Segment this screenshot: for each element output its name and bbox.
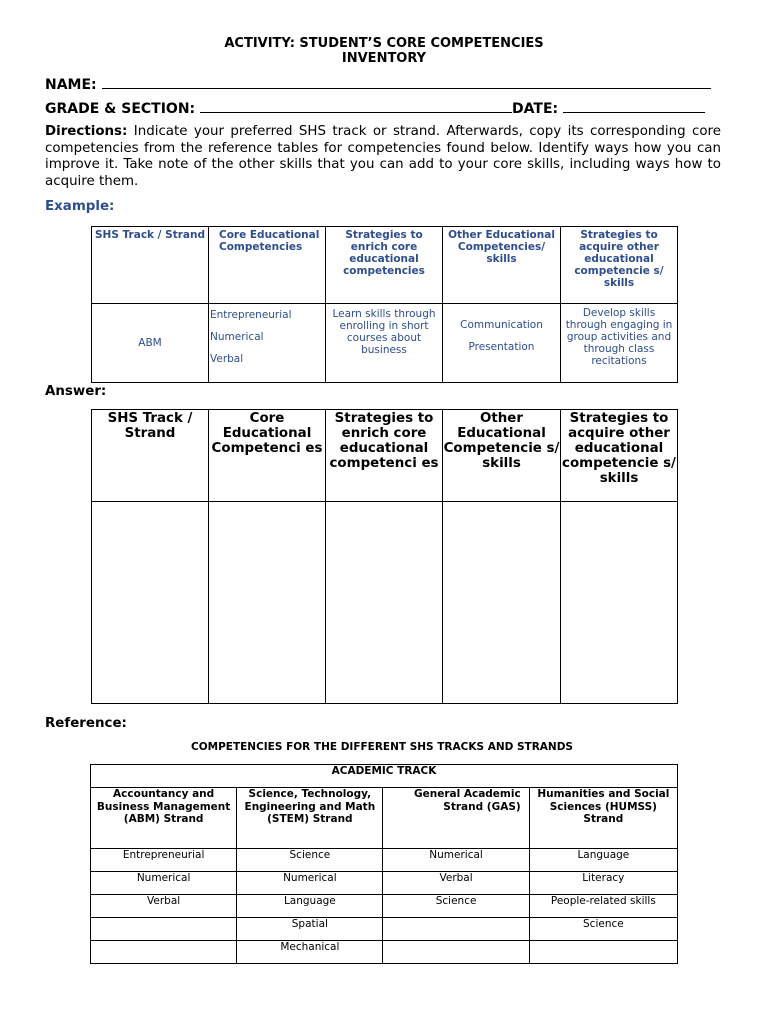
table-cell: Science bbox=[383, 895, 529, 918]
example-track: ABM bbox=[92, 304, 209, 383]
answer-cell-acquire[interactable] bbox=[561, 502, 678, 704]
reference-header-humss: Humanities and Social Sciences (HUMSS) Strand bbox=[529, 788, 677, 849]
table-cell: Verbal bbox=[383, 872, 529, 895]
answer-cell-track[interactable] bbox=[92, 502, 209, 704]
table-cell: Spatial bbox=[237, 918, 383, 941]
example-other-item: Presentation bbox=[468, 341, 535, 353]
reference-header-abm: Accountancy and Business Management (ABM) Strand bbox=[91, 788, 237, 849]
example-core-item: Numerical bbox=[210, 331, 264, 343]
answer-row bbox=[92, 502, 678, 704]
example-acquire: Develop skills through engaging in group activities and through class recitations bbox=[561, 304, 678, 383]
reference-table bbox=[90, 764, 678, 964]
directions bbox=[45, 124, 721, 190]
table-row bbox=[91, 918, 678, 941]
page-title: ACTIVITY: STUDENT’S CORE COMPETENCIES bbox=[224, 36, 544, 51]
table-cell bbox=[529, 941, 677, 964]
name-label: NAME: bbox=[45, 77, 97, 93]
table-cell: Science bbox=[237, 849, 383, 872]
table-cell: People-related skills bbox=[529, 895, 677, 918]
reference-table-title: COMPETENCIES FOR THE DIFFERENT SHS TRACKS AND STRANDS bbox=[191, 741, 573, 753]
table-cell: Numerical bbox=[237, 872, 383, 895]
table-cell bbox=[91, 941, 237, 964]
table-cell: Numerical bbox=[91, 872, 237, 895]
table-row bbox=[91, 849, 678, 872]
date-label: DATE: bbox=[512, 101, 559, 117]
reference-header-gas: General Academic Strand (GAS) bbox=[383, 788, 529, 849]
answer-label: Answer: bbox=[45, 384, 107, 399]
table-cell: Entrepreneurial bbox=[91, 849, 237, 872]
example-header-row bbox=[92, 227, 678, 304]
name-blank[interactable] bbox=[102, 76, 711, 89]
table-row bbox=[91, 872, 678, 895]
example-other bbox=[443, 304, 561, 383]
answer-cell-core[interactable] bbox=[209, 502, 326, 704]
grade-section-label: GRADE & SECTION: bbox=[45, 101, 196, 117]
grade-section-blank[interactable] bbox=[200, 100, 512, 113]
date-blank[interactable] bbox=[563, 100, 705, 113]
table-row bbox=[91, 895, 678, 918]
table-cell: Language bbox=[529, 849, 677, 872]
answer-header-track: SHS Track / Strand bbox=[92, 410, 209, 502]
directions-label: Directions: bbox=[45, 124, 128, 139]
example-row bbox=[92, 304, 678, 383]
answer-header-acquire: Strategies to acquire other educational competencie s/ skills bbox=[561, 410, 678, 502]
example-header-strategies: Strategies to enrich core educational competencies bbox=[326, 227, 443, 304]
example-core-item: Verbal bbox=[210, 353, 244, 365]
example-table bbox=[91, 226, 678, 383]
answer-header-row bbox=[92, 410, 678, 502]
table-cell: Science bbox=[529, 918, 677, 941]
table-cell bbox=[383, 918, 529, 941]
example-header-core: Core Educational Competencies bbox=[209, 227, 326, 304]
name-field bbox=[45, 76, 711, 93]
example-header-track: SHS Track / Strand bbox=[92, 227, 209, 304]
page-title-line2: INVENTORY bbox=[341, 51, 427, 66]
reference-header-stem: Science, Technology, Engineering and Math (STEM) Strand bbox=[237, 788, 383, 849]
answer-header-strategies: Strategies to enrich core educational competenci es bbox=[326, 410, 443, 502]
answer-header-other: Other Educational Competencie s/ skills bbox=[443, 410, 561, 502]
example-header-other: Other Educational Competencies/ skills bbox=[443, 227, 561, 304]
table-cell: Numerical bbox=[383, 849, 529, 872]
table-cell bbox=[383, 941, 529, 964]
table-cell: Language bbox=[237, 895, 383, 918]
table-cell bbox=[91, 918, 237, 941]
example-other-item: Communication bbox=[460, 319, 543, 331]
reference-track-row bbox=[91, 765, 678, 788]
example-core-item: Entrepreneurial bbox=[210, 309, 292, 321]
example-label: Example: bbox=[45, 199, 115, 214]
grade-section-field bbox=[45, 100, 705, 117]
example-core bbox=[209, 304, 326, 383]
reference-label: Reference: bbox=[45, 716, 127, 731]
table-cell: Literacy bbox=[529, 872, 677, 895]
answer-header-core: Core Educational Competenci es bbox=[209, 410, 326, 502]
directions-text: Indicate your preferred SHS track or strand. Afterwards, copy its corresponding core competencies from the reference tables for competencies found below. Identify ways how you can improve it. Take note of the other skills that you can add to your core skills, including ways how to acquire them. bbox=[45, 124, 721, 189]
answer-table bbox=[91, 409, 678, 704]
reference-header-row bbox=[91, 788, 678, 849]
answer-cell-strategies[interactable] bbox=[326, 502, 443, 704]
table-row bbox=[91, 941, 678, 964]
table-cell: Mechanical bbox=[237, 941, 383, 964]
example-strategies: Learn skills through enrolling in short courses about business bbox=[326, 304, 443, 383]
answer-cell-other[interactable] bbox=[443, 502, 561, 704]
table-cell: Verbal bbox=[91, 895, 237, 918]
reference-track: ACADEMIC TRACK bbox=[91, 765, 678, 788]
example-header-acquire: Strategies to acquire other educational competencie s/ skills bbox=[561, 227, 678, 304]
